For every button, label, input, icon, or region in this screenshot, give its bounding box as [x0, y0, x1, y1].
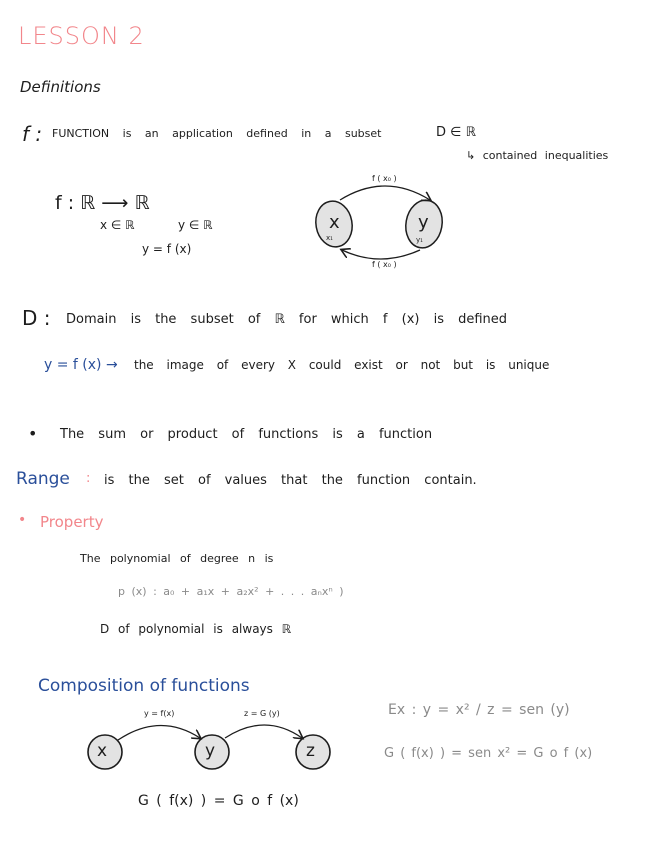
mapping-line-3: y = f (x)	[142, 242, 192, 256]
composition-heading: Composition of functions	[38, 676, 250, 696]
diagram1-right-node: y	[418, 212, 429, 233]
composition-arrow-1-label: y = f(x)	[144, 709, 175, 718]
property-bullet: •	[18, 512, 27, 528]
diagram1-bottom-label: f ( x₀ )	[372, 260, 397, 269]
mapping-line-1: f : ℝ ⟶ ℝ	[55, 192, 150, 214]
sum-line-text: The sum or product of functions is a function	[60, 427, 433, 442]
mapping-line-2a: x ∈ ℝ	[100, 218, 135, 232]
range-heading: Range	[16, 469, 70, 489]
function-definition-text: FUNCTION is an application defined in a subset	[52, 127, 382, 140]
contained-inequalities-note: ↳ contained inequalities	[466, 149, 609, 162]
mapping-line-2b: y ∈ ℝ	[178, 218, 213, 232]
composition-formula: G ( f(x) ) = G o f (x)	[138, 793, 299, 809]
composition-arrow-1	[118, 725, 200, 740]
definitions-heading: Definitions	[20, 78, 101, 96]
diagram1-left-node: x	[329, 212, 340, 233]
property-heading: Property	[40, 513, 104, 531]
domain-subset: D ∈ ℝ	[436, 125, 476, 140]
composition-node-z: z	[306, 741, 315, 761]
image-line-lead: y = f (x) →	[44, 357, 118, 373]
sum-bullet: •	[28, 424, 38, 443]
domain-definition-text: Domain is the subset of ℝ for which f (x) is defined	[66, 312, 508, 327]
example-line-2: G ( f(x) ) = sen x² = G o f (x)	[384, 746, 593, 761]
composition-node-y: y	[205, 741, 216, 761]
diagram1-top-label: f ( x₀ )	[372, 174, 397, 183]
image-line-text: the image of every X could exist or not but is unique	[134, 358, 550, 372]
composition-arrow-2-label: z = G (y)	[244, 709, 280, 718]
domain-d: D :	[22, 306, 51, 330]
f-symbol: f :	[22, 122, 43, 146]
composition-arrow-2	[225, 725, 302, 738]
diagram1-right-sub: y₁	[416, 236, 423, 244]
diagram1-top-arrow	[340, 186, 430, 200]
example-line-1: Ex : y = x² / z = sen (y)	[388, 702, 570, 718]
diagram1-bottom-arrow	[342, 250, 420, 259]
lesson-title: LESSON 2	[18, 22, 145, 50]
composition-node-x: x	[97, 741, 108, 761]
property-line-3: D of polynomial is always ℝ	[100, 622, 292, 636]
diagram1-left-sub: x₁	[326, 234, 333, 242]
range-colon: :	[86, 471, 91, 486]
range-definition-text: is the set of values that the function contain.	[104, 473, 477, 488]
property-line-1: The polynomial of degree n is	[80, 552, 274, 565]
polynomial-formula: p (x) : a₀ + a₁x + a₂x² + . . . aₙxⁿ )	[118, 585, 344, 598]
